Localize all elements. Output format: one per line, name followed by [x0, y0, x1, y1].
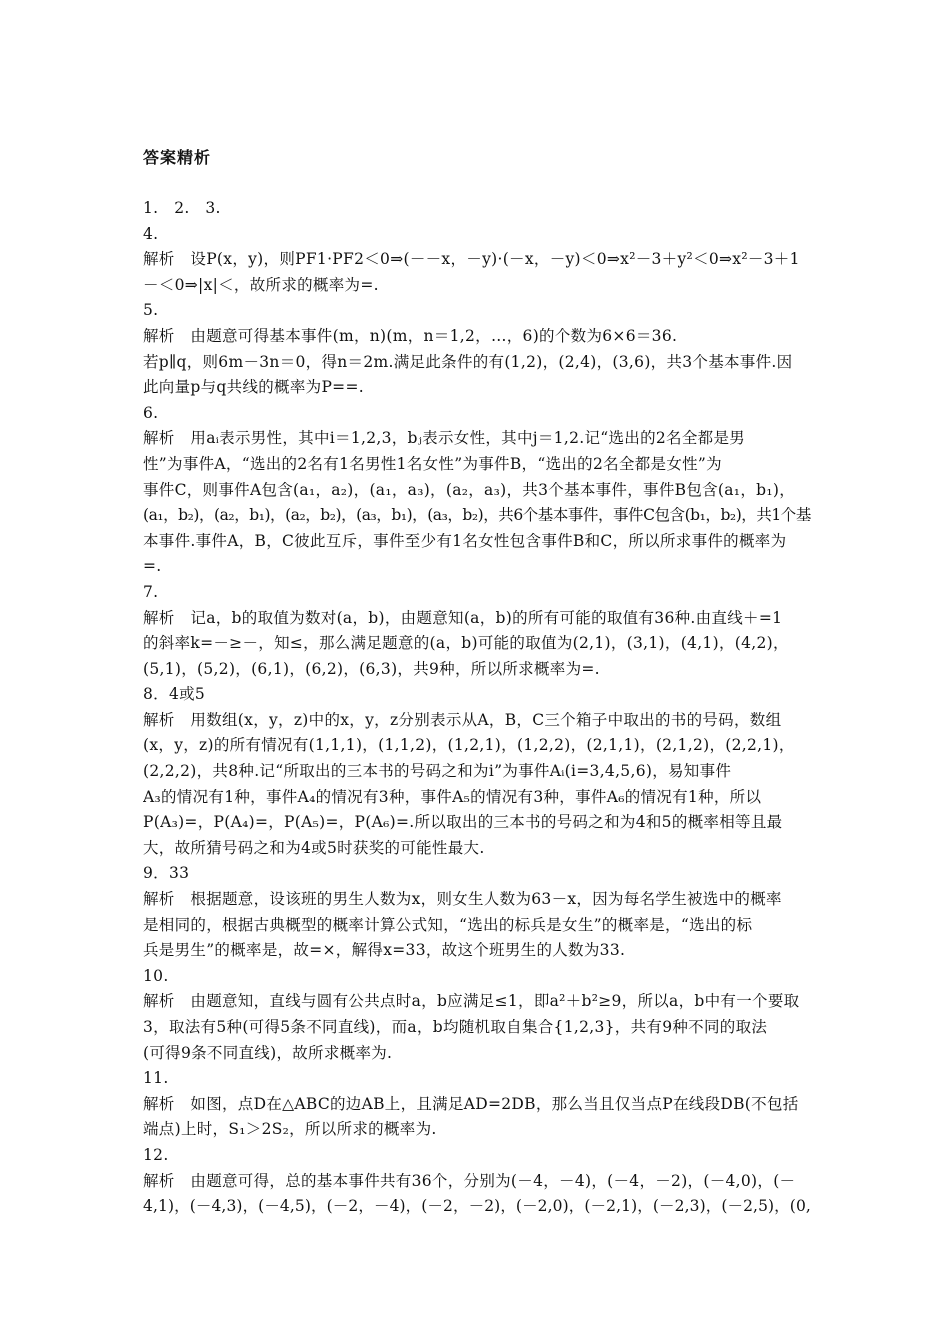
text-line: 是相同的，根据古典概型的概率计算公式知，“选出的标兵是女生”的概率是，“选出的标 — [143, 915, 753, 934]
text-line: 1. 2. 3. — [143, 199, 221, 217]
text-line: 的斜率k=－≥－，知≤，那么满足题意的(a，b)可能的取值为(2,1)，(3,1)，(4,1)，(4,2)， — [143, 634, 789, 653]
text-line: 3，取法有5种(可得5条不同直线)，而a，b均随机取自集合{1,2,3}，共有9种不同的取法 — [143, 1018, 768, 1036]
text-line: 解析 记a，b的取值为数对(a，b)，由题意知(a，b)的所有可能的取值有36种.由直线＋=1 — [143, 608, 783, 627]
text-line: 本事件.事件A，B，C彼此互斥，事件至少有1名女性包含事件B和C，所以所求事件的概率为 — [143, 531, 787, 550]
text-line: (x，y，z)的所有情况有(1,1,1)，(1,1,2)，(1,2,1)，(1,2,2)，(2,1,1)，(2,1,2)，(2,2,1)， — [143, 736, 795, 755]
text-line: 端点)上时，S₁＞2S₂，所以所求的概率为. — [143, 1120, 437, 1139]
answer-heading: 答案精析 — [143, 148, 212, 167]
text-line: 12. — [143, 1145, 169, 1164]
text-line: 11. — [143, 1069, 169, 1088]
text-line: 解析 用aᵢ表示男性，其中i＝1,2,3，bⱼ表示女性，其中j＝1,2.记“选出的2名全都是男 — [143, 429, 746, 448]
text-line: P(A₃)=，P(A₄)=，P(A₅)=，P(A₆)=.所以取出的三本书的号码之和为4和5的概率相等且最 — [143, 813, 783, 832]
text-line: 4,1)，(－4,3)，(－4,5)，(－2，－4)，(－2，－2)，(－2,0)，(－2,1)，(－2,3)，(－2,5)，(0, — [143, 1197, 811, 1216]
text-line: 10. — [143, 966, 169, 985]
answer-body — [143, 196, 811, 1220]
text-line: 解析 由题意可得，总的基本事件共有36个，分别为(－4，－4)，(－4，－2)，(－4,0)，(－ — [143, 1171, 796, 1190]
text-line: 4. — [143, 224, 159, 243]
text-line: 兵是男生”的概率是，故=×，解得x=33，故这个班男生的人数为33. — [143, 941, 626, 960]
text-line: －＜0⇒|x|＜，故所求的概率为=. — [143, 275, 379, 294]
text-line: 解析 由题意可得基本事件(m，n)(m，n＝1,2，…，6)的个数为6×6＝36. — [143, 326, 678, 345]
text-line: 解析 由题意知，直线与圆有公共点时a，b应满足≤1，即a²＋b²≥9，所以a，b中有一个要取 — [143, 992, 800, 1011]
text-line: 大，故所猜号码之和为4或5时获奖的可能性最大. — [143, 838, 485, 857]
text-line: 7. — [143, 582, 159, 601]
text-line: 5. — [143, 301, 159, 320]
text-line: 此向量p与q共线的概率为P==. — [143, 378, 364, 397]
text-line: 9．33 — [143, 864, 190, 883]
text-line: 6. — [143, 403, 159, 422]
text-line: (a₁，b₂)，(a₂，b₁)，(a₂，b₂)，(a₃，b₁)，(a₃，b₂)，共6个基本事件，事件C包含(b₁，b₂)，共1个基 — [143, 506, 811, 525]
text-line: (5,1)，(5,2)，(6,1)，(6,2)，(6,3)，共9种，所以所求概率为=. — [143, 659, 600, 678]
text-line: 解析 用数组(x，y，z)中的x，y，z分别表示从A，B，C三个箱子中取出的书的号码，数组 — [143, 710, 782, 729]
text-line: 解析 如图，点D在△ABC的边AB上，且满足AD=2DB，那么当且仅当点P在线段DB(不包括 — [143, 1094, 799, 1113]
text-line: 事件C，则事件A包含(a₁，a₂)，(a₁，a₃)，(a₂，a₃)，共3个基本事件，事件B包含(a₁，b₁)， — [143, 480, 796, 499]
text-line: 8．4或5 — [143, 685, 206, 704]
text-line: (2,2,2)，共8种.记“所取出的三本书的号码之和为i”为事件Aᵢ(i=3,4,5,6)，易知事件 — [143, 762, 732, 781]
text-line: A₃的情况有1种，事件A₄的情况有3种，事件A₅的情况有3种，事件A₆的情况有1种，所以 — [143, 787, 762, 806]
text-line: 性”为事件A，“选出的2名有1名男性1名女性”为事件B，“选出的2名全都是女性”为 — [143, 454, 722, 473]
text-line: =. — [143, 557, 162, 576]
text-line: (可得9条不同直线)，故所求概率为. — [143, 1043, 393, 1062]
text-line: 解析 设P(x，y)，则PF1·PF2＜0⇒(－－x，－y)·(－x，－y)＜0⇒x²－3＋y²＜0⇒x²－3＋1 — [143, 250, 800, 269]
text-line: 解析 根据题意，设该班的男生人数为x，则女生人数为63－x，因为每名学生被选中的概率 — [143, 890, 782, 909]
text-line: 若p∥q，则6m－3n＝0，得n＝2m.满足此条件的有(1,2)，(2,4)，(3,6)，共3个基本事件.因 — [143, 352, 793, 371]
